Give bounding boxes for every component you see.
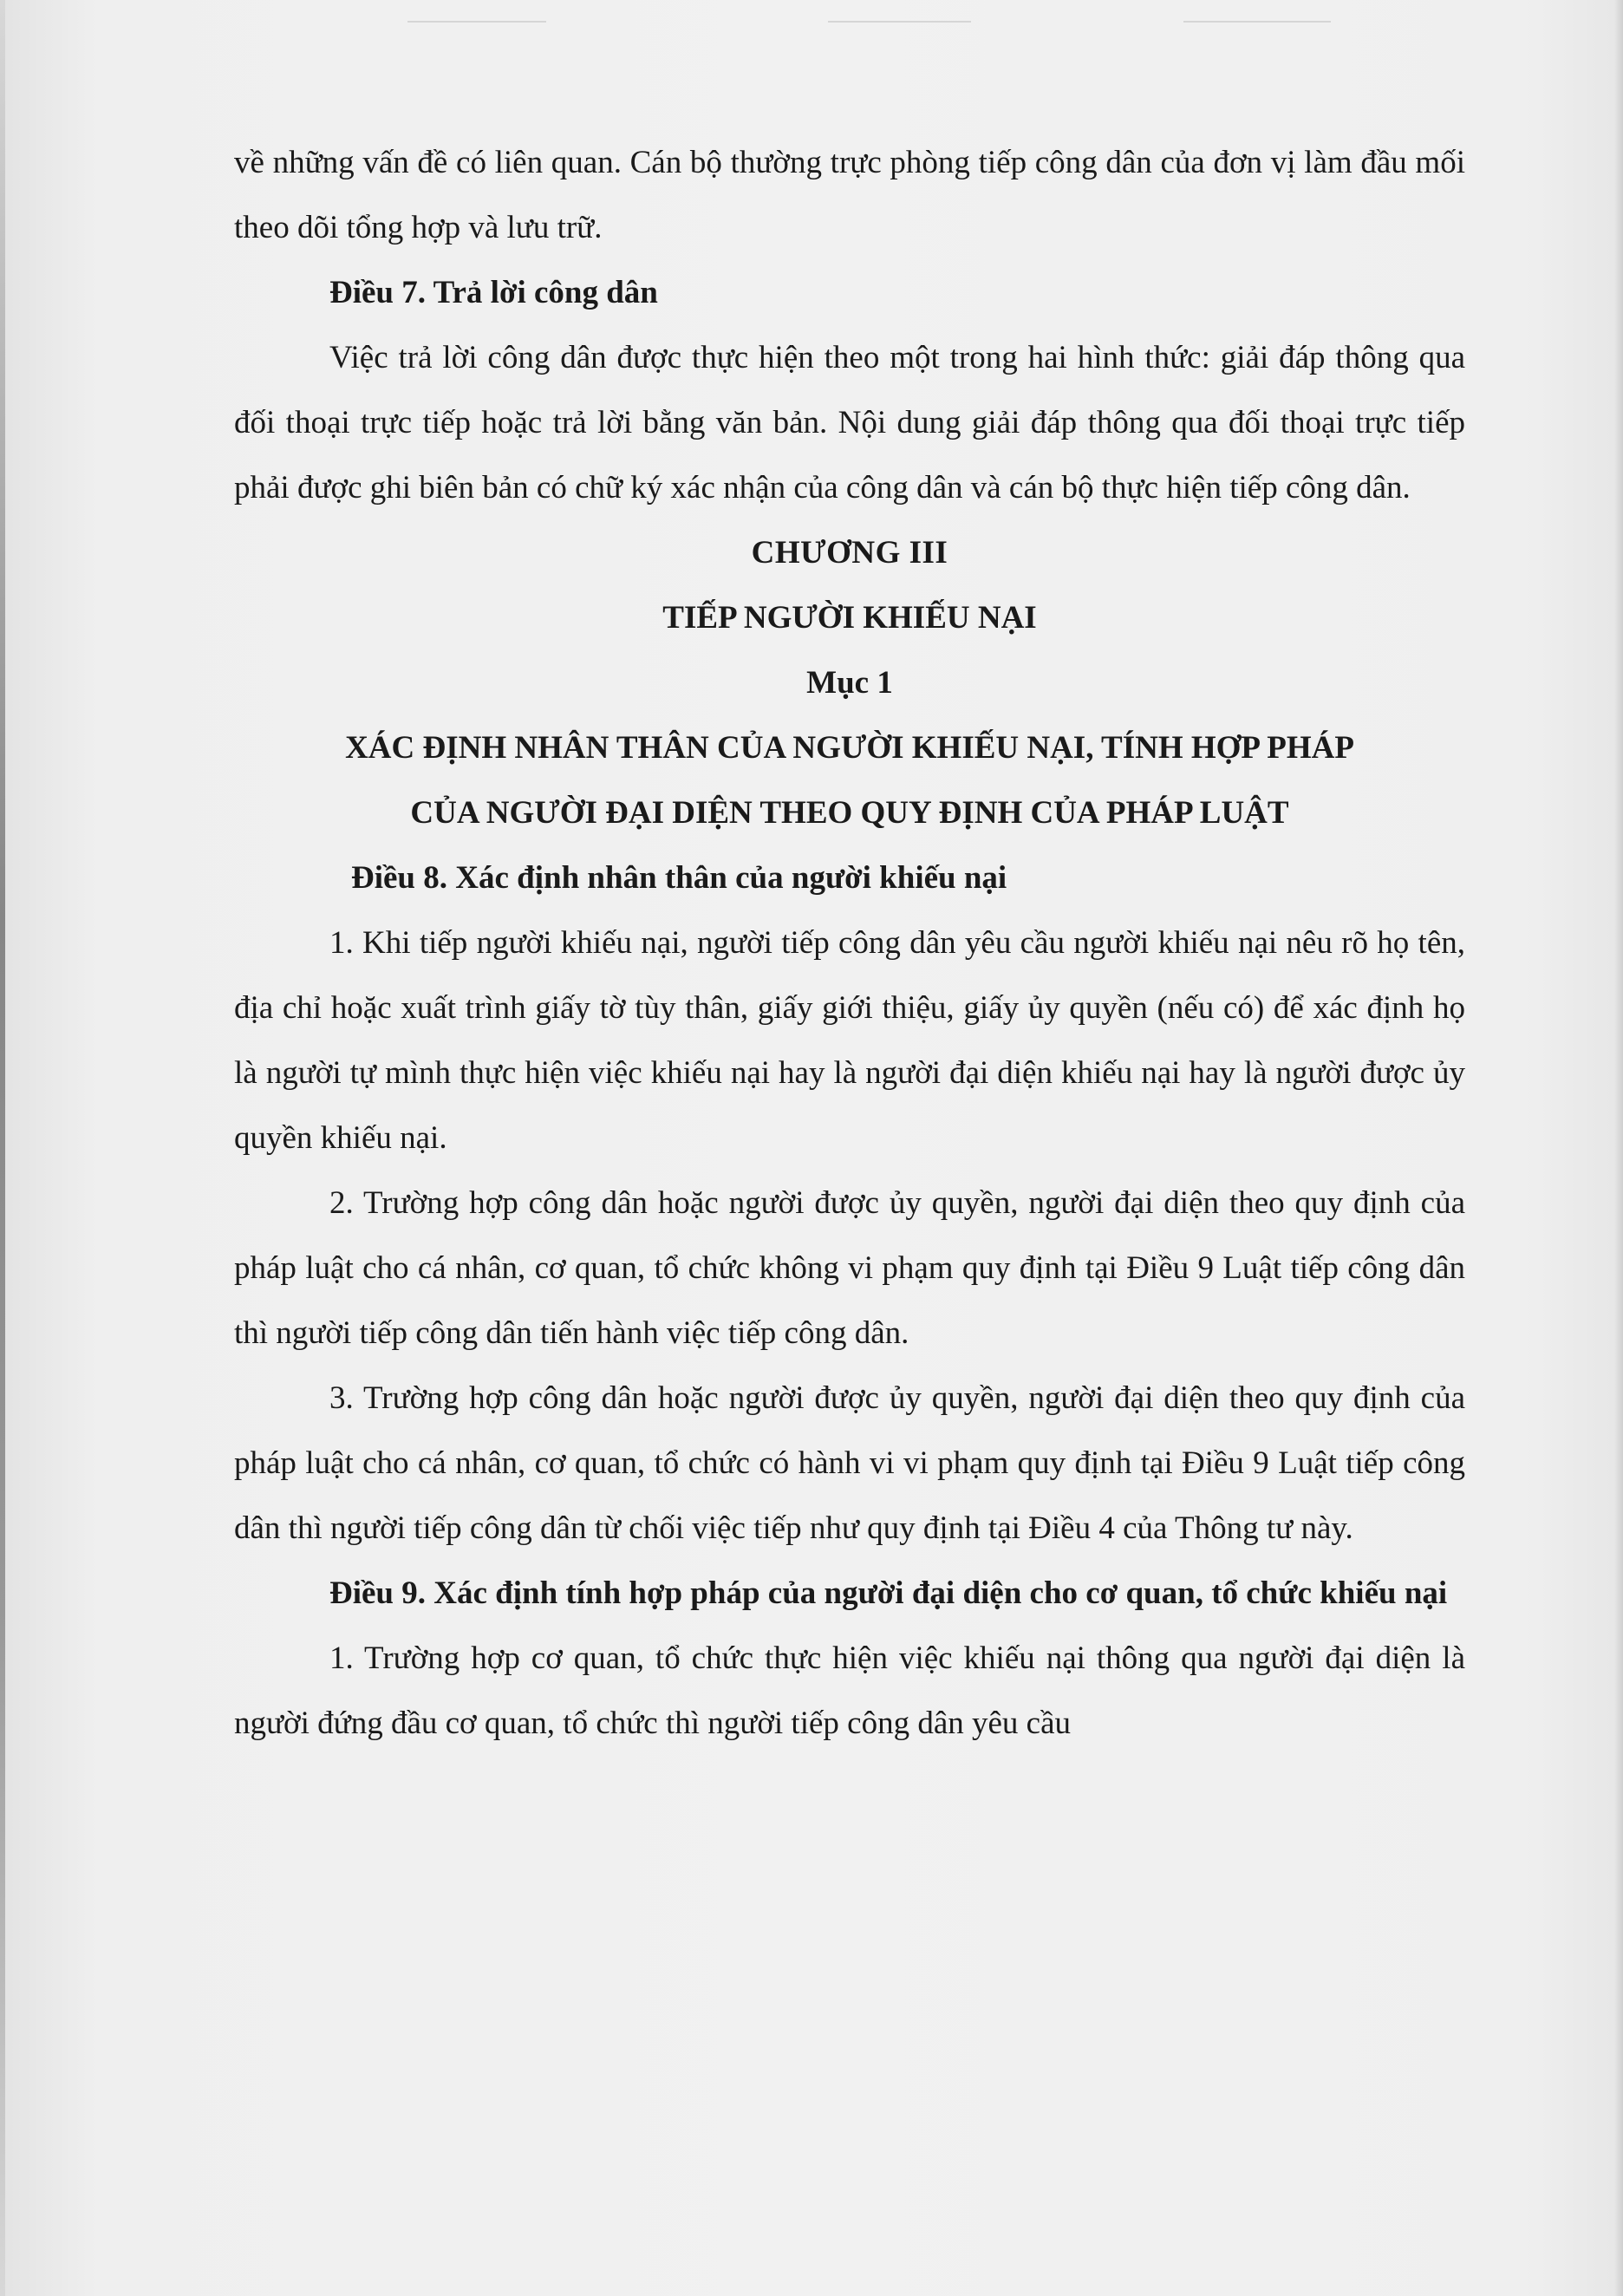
page-left-shadow	[0, 0, 5, 2296]
section-title-line-2: CỦA NGƯỜI ĐẠI DIỆN THEO QUY ĐỊNH CỦA PHÁP LUẬT	[410, 795, 1289, 831]
bleed-through-mark	[828, 21, 971, 23]
article-9-heading: Điều 9. Xác định tính hợp pháp của người đại diện cho cơ quan, tổ chức khiếu nại	[329, 1575, 1448, 1611]
page-right-shadow	[1614, 0, 1623, 2296]
document-body	[234, 130, 1465, 1756]
paragraph-continued: về những vấn đề có liên quan. Cán bộ thường trực phòng tiếp công dân của đơn vị làm đầu mối theo dõi tổng hợp và lưu trữ.	[234, 145, 1465, 245]
chapter-title: TIẾP NGƯỜI KHIẾU NẠI	[662, 600, 1037, 636]
article-8-item-3: 3. Trường hợp công dân hoặc người được ủy quyền, người đại diện theo quy định của pháp luật cho cá nhân, cơ quan, tổ chức có hành vi vi phạm quy định tại Điều 9 Luật tiếp công dân thì người tiếp công dân từ chối việc tiếp như quy định tại Điều 4 của Thông tư này.	[234, 1380, 1465, 1546]
article-8-heading: Điều 8. Xác định nhân thân của người khiếu nại	[351, 860, 1007, 896]
article-8-item-1: 1. Khi tiếp người khiếu nại, người tiếp công dân yêu cầu người khiếu nại nêu rõ họ tên, địa chỉ hoặc xuất trình giấy tờ tùy thân, giấy giới thiệu, giấy ủy quyền (nếu có) để xác định họ là người tự mình thực hiện việc khiếu nại hay là người đại diện khiếu nại hay là người được ủy quyền khiếu nại.	[234, 925, 1465, 1156]
section-title-line-1: XÁC ĐỊNH NHÂN THÂN CỦA NGƯỜI KHIẾU NẠI, TÍNH HỢP PHÁP	[345, 730, 1354, 766]
article-8-item-2: 2. Trường hợp công dân hoặc người được ủy quyền, người đại diện theo quy định của pháp luật cho cá nhân, cơ quan, tổ chức không vi phạm quy định tại Điều 9 Luật tiếp công dân thì người tiếp công dân tiến hành việc tiếp công dân.	[234, 1185, 1465, 1351]
article-7-heading: Điều 7. Trả lời công dân	[329, 275, 658, 310]
chapter-number: CHƯƠNG III	[751, 535, 948, 571]
bleed-through-mark	[407, 21, 546, 23]
bleed-through-mark	[1183, 21, 1331, 23]
article-9-item-1: 1. Trường hợp cơ quan, tổ chức thực hiện việc khiếu nại thông qua người đại diện là người đứng đầu cơ quan, tổ chức thì người tiếp công dân yêu cầu	[234, 1640, 1465, 1741]
article-7-body: Việc trả lời công dân được thực hiện theo một trong hai hình thức: giải đáp thông qua đối thoại trực tiếp hoặc trả lời bằng văn bản. Nội dung giải đáp thông qua đối thoại trực tiếp phải được ghi biên bản có chữ ký xác nhận của công dân và cán bộ thực hiện tiếp công dân.	[234, 340, 1465, 506]
section-number: Mục 1	[806, 665, 893, 701]
